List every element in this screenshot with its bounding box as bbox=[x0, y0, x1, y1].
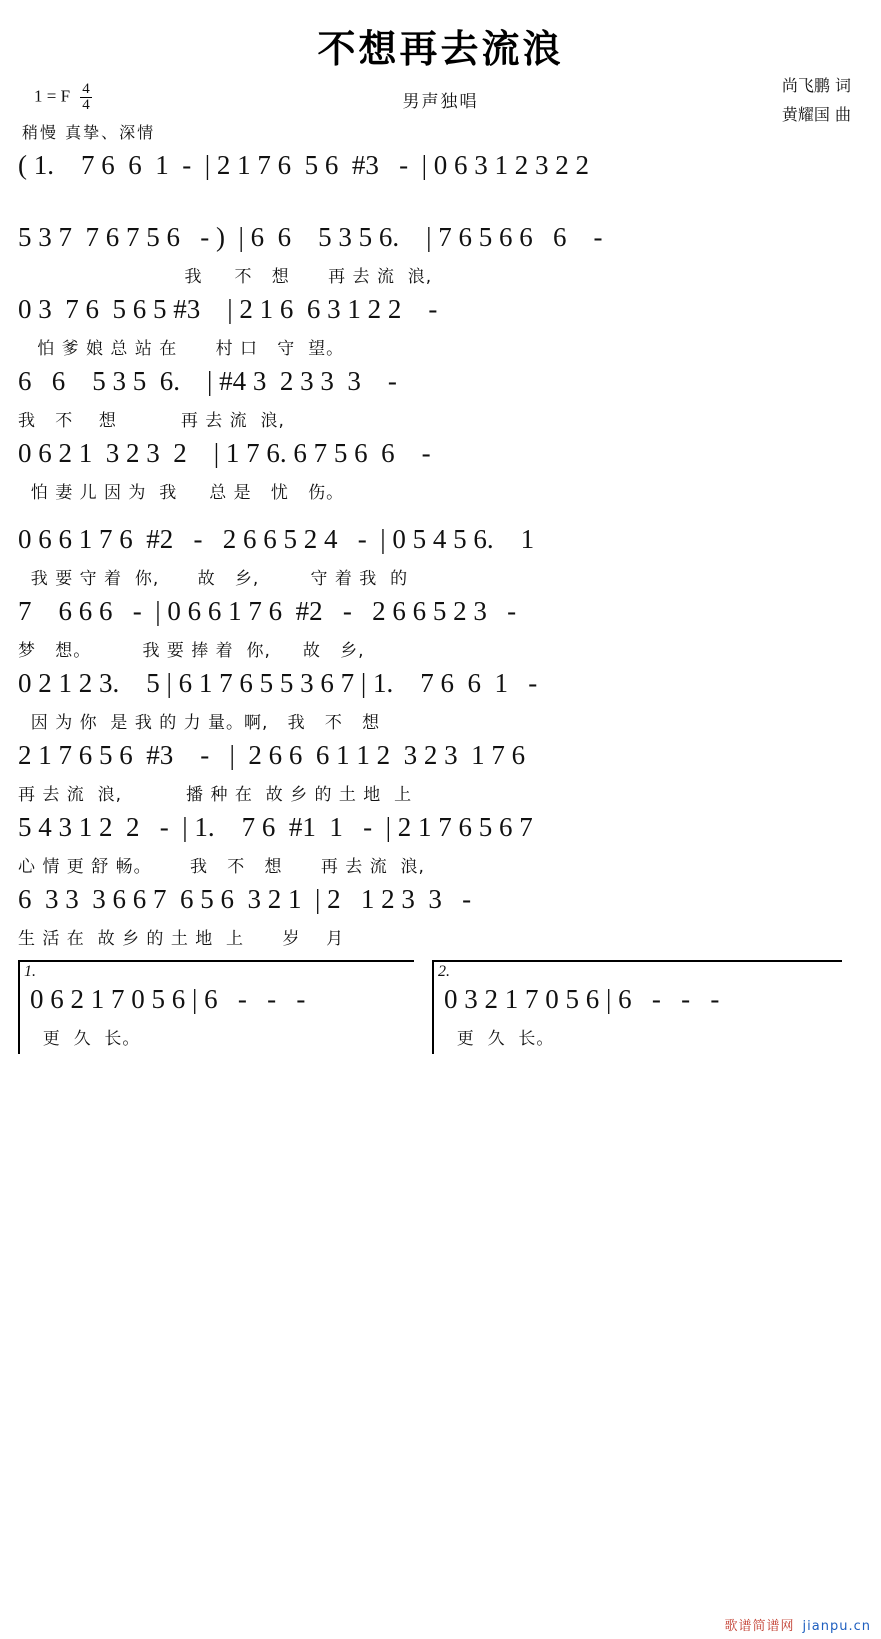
note-line: 6 6 5 3 5 6. | #4 3 2 3 3 3 - bbox=[18, 366, 397, 396]
meter-numerator: 4 bbox=[82, 81, 90, 97]
note-line: 2 1 7 6 5 6 #3 - | 2 6 6 6 1 1 2 3 2 3 1 7 6 bbox=[18, 740, 526, 770]
note-line: 0 2 1 2 3. 5 | 6 1 7 6 5 5 3 6 7 | 1. 7 6 6 1 - bbox=[18, 668, 538, 698]
endings-row bbox=[0, 960, 881, 1052]
watermark bbox=[721, 1613, 875, 1637]
lyric-line: 更 久 长。 bbox=[444, 1029, 555, 1049]
system-row bbox=[0, 222, 881, 288]
lyric-line: 怕 妻 儿 因 为 我 总 是 忧 伤。 bbox=[18, 483, 345, 503]
system-row bbox=[0, 524, 881, 590]
system-row bbox=[0, 596, 881, 662]
watermark-en: jianpu.cn bbox=[802, 1619, 871, 1634]
lyric-line: 梦 想。 我 要 捧 着 你, 故 乡, bbox=[18, 641, 365, 661]
system-row bbox=[0, 884, 881, 950]
key-text: 1 = F bbox=[34, 86, 71, 106]
system-row bbox=[0, 150, 881, 216]
lyric-line: 我 要 守 着 你, 故 乡, 守 着 我 的 bbox=[18, 569, 409, 589]
music-body bbox=[0, 150, 881, 1052]
lyric-line: 我 不 想 再 去 流 浪, bbox=[18, 411, 285, 431]
system-row bbox=[0, 294, 881, 360]
performance-type: 男声独唱 bbox=[402, 92, 479, 112]
second-ending bbox=[432, 960, 842, 1052]
lyric-line: 再 去 流 浪, 播 种 在 故 乡 的 土 地 上 bbox=[18, 785, 413, 805]
system-gap bbox=[0, 510, 881, 524]
lyric-line bbox=[18, 190, 863, 216]
system-row bbox=[0, 668, 881, 734]
note-line: 0 6 6 1 7 6 #2 - 2 6 6 5 2 4 - | 0 5 4 5 6. 1 bbox=[18, 524, 535, 554]
note-line: 0 3 7 6 5 6 5 #3 | 2 1 6 6 3 1 2 2 - bbox=[18, 294, 438, 324]
lyric-line: 怕 爹 娘 总 站 在 村 口 守 望。 bbox=[18, 339, 345, 359]
volta-body bbox=[432, 960, 842, 1052]
page-title: 不想再去流浪 bbox=[317, 27, 564, 71]
lyric-line: 我 不 想 再 去 流 浪, bbox=[18, 267, 433, 287]
note-line: 5 4 3 1 2 2 - | 1. 7 6 #1 1 - | 2 1 7 6 5 6 7 bbox=[18, 812, 533, 842]
time-signature bbox=[80, 82, 92, 113]
watermark-cn: 歌谱简谱网 bbox=[724, 1619, 795, 1634]
lyric-line: 因 为 你 是 我 的 力 量。啊, 我 不 想 bbox=[18, 713, 381, 733]
tempo-marking: 稍慢 真挚、深情 bbox=[22, 123, 156, 142]
first-ending bbox=[18, 960, 414, 1052]
system-row bbox=[0, 740, 881, 806]
system-row bbox=[0, 438, 881, 504]
note-line: ( 1. 7 6 6 1 - | 2 1 7 6 5 6 #3 - | 0 6 3 1 2 3 2 2 bbox=[18, 150, 590, 180]
note-line: 7 6 6 6 - | 0 6 6 1 7 6 #2 - 2 6 6 5 2 3 - bbox=[18, 596, 517, 626]
meter-denominator: 4 bbox=[82, 97, 90, 113]
note-line: 0 6 2 1 7 0 5 6 | 6 - - - bbox=[30, 984, 306, 1014]
volta-label: 2. bbox=[438, 963, 450, 980]
volta-body bbox=[18, 960, 414, 1052]
note-line: 5 3 7 7 6 7 5 6 - ) | 6 6 5 3 5 6. | 7 6 5 6 6 6 - bbox=[18, 222, 603, 252]
lyric-line: 心 情 更 舒 畅。 我 不 想 再 去 流 浪, bbox=[18, 857, 425, 877]
credits bbox=[782, 72, 851, 130]
key-signature bbox=[34, 82, 92, 113]
system-row bbox=[0, 366, 881, 432]
lyricist-credit: 尚飞鹏 词 bbox=[781, 76, 851, 95]
lyric-line: 更 久 长。 bbox=[30, 1029, 141, 1049]
volta-label: 1. bbox=[24, 963, 36, 980]
composer-credit: 黄耀国 曲 bbox=[781, 104, 851, 124]
lyric-line: 生 活 在 故 乡 的 土 地 上 岁 月 bbox=[18, 929, 345, 949]
note-line: 0 6 2 1 3 2 3 2 | 1 7 6. 6 7 5 6 6 - bbox=[18, 438, 431, 468]
note-line: 0 3 2 1 7 0 5 6 | 6 - - - bbox=[444, 984, 720, 1014]
system-row bbox=[0, 812, 881, 878]
note-line: 6 3 3 3 6 6 7 6 5 6 3 2 1 | 2 1 2 3 3 - bbox=[18, 884, 472, 914]
